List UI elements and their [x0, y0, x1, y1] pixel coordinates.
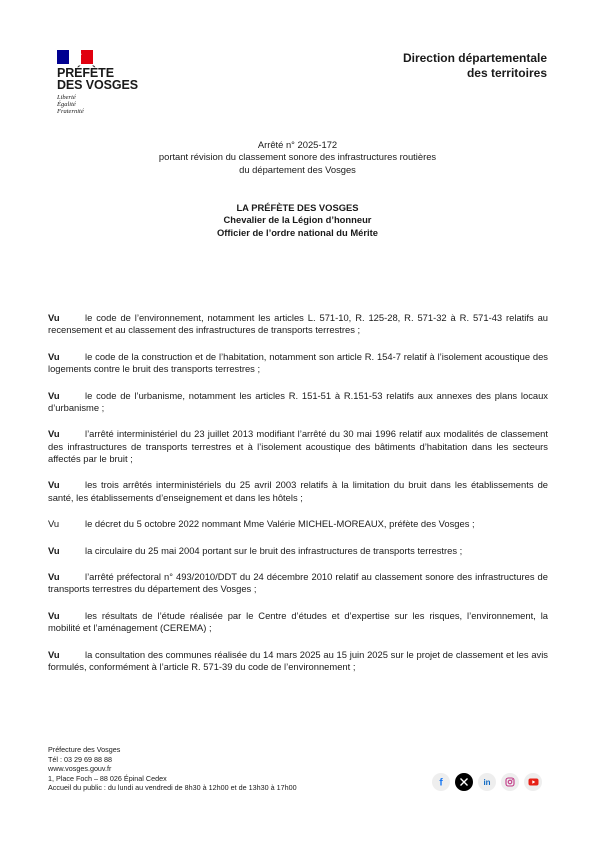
consideration-item: [48, 390, 548, 415]
consideration-keyword: Vu: [48, 544, 60, 556]
consideration-keyword: Vu: [48, 518, 60, 530]
svg-text:in: in: [483, 778, 491, 787]
decree-title: [0, 139, 595, 176]
footer-website-link[interactable]: www.vosges.gouv.fr: [48, 764, 112, 774]
logo-title: [57, 67, 157, 91]
motto-line2: Égalité: [57, 101, 76, 108]
consideration-text: le décret du 5 octobre 2022 nommant Mme Valérie MICHEL-MOREAUX, préfète des Vosges ;: [85, 518, 475, 530]
footer-contact: [48, 745, 297, 793]
decree-number: Arrêté n° 2025-172: [257, 139, 338, 150]
decree-subject-line1: portant révision du classement sonore des infrastructures routières: [158, 151, 437, 163]
consideration-text: le code de la construction et de l’habitation, notamment son article R. 154-7 relatif à l’isolement acoustique des logements contre le bruit des transports terrestres ;: [48, 350, 548, 375]
consideration-text: les trois arrêtés interministériels du 25 avril 2003 relatifs à la limitation du bruit dans les établissements de santé, les établissements d’enseignement et dans les hôtels ;: [48, 479, 548, 503]
consideration-text: la consultation des communes réalisée du 14 mars 2025 au 15 juin 2025 sur le projet de classement et les avis formulés, conformément à l’article R. 571-39 du code de l’environnement ;: [48, 648, 548, 673]
marianne-flag-icon: [57, 50, 93, 64]
consideration-item: [48, 571, 548, 596]
social-links: [432, 773, 542, 791]
motto-line1: Liberté: [57, 94, 76, 101]
consideration-text: les résultats de l’étude réalisée par le Centre d’études et d’expertise sur les risques, l’environnement, la mobilité et l’aménagement (CEREMA) ;: [48, 609, 548, 634]
prefecture-logo: [57, 50, 157, 115]
svg-text:f: f: [439, 777, 443, 787]
consideration-item: [48, 649, 548, 674]
decree-subject-line2: du département des Vosges: [239, 163, 356, 175]
consideration-keyword: Vu: [48, 609, 60, 621]
footer-opening-hours: Accueil du public : du lundi au vendredi de 8h30 à 12h00 et de 13h30 à 17h00: [48, 783, 297, 793]
consideration-keyword: Vu: [48, 479, 60, 491]
consideration-text: le code de l’urbanisme, notamment les articles R. 151-51 à R.151-53 relatifs aux annexes des plans locaux d’urbanisme ;: [48, 389, 548, 413]
authority-line3: Officier de l’ordre national du Mérite: [217, 226, 378, 238]
consideration-item: [48, 545, 548, 557]
logo-title-line2: DES VOSGES: [57, 78, 138, 92]
authority-block: [0, 202, 595, 239]
consideration-keyword: Vu: [48, 350, 60, 362]
x-icon[interactable]: [455, 773, 473, 791]
marianne-profile-icon: [66, 51, 84, 64]
authority-line2: Chevalier de la Légion d’honneur: [223, 214, 372, 226]
consideration-item: [48, 428, 548, 465]
considerations-list: [48, 312, 548, 688]
consideration-item: [48, 479, 548, 504]
republic-motto: [57, 94, 157, 115]
logo-title-line1: PRÉFÈTE: [57, 66, 114, 80]
facebook-icon[interactable]: [432, 773, 450, 791]
authority-line1: LA PRÉFÈTE DES VOSGES: [236, 202, 359, 213]
consideration-text: l’arrêté préfectoral n° 493/2010/DDT du 24 décembre 2010 relatif au classement sonore des infrastructures de transports terrestres du département des Vosges ;: [48, 571, 548, 595]
consideration-item: [48, 351, 548, 376]
consideration-item: [48, 518, 548, 530]
issuing-directorate: [403, 51, 547, 81]
linkedin-icon[interactable]: [478, 773, 496, 791]
direction-line1: Direction départementale: [402, 51, 547, 65]
instagram-icon[interactable]: [501, 773, 519, 791]
footer-phone: Tél : 03 29 69 88 88: [48, 754, 112, 764]
consideration-text: l’arrêté interministériel du 23 juillet 2013 modifiant l’arrêté du 30 mai 1996 relatif aux modalités de classement des infrastructures de transports terrestres et à l’isolement acoustique des bâtiments d’habitation dans les secteurs affectés par le bruit ;: [48, 428, 548, 464]
consideration-item: [48, 610, 548, 635]
footer-prefecture: Préfecture des Vosges: [48, 745, 121, 754]
consideration-text: la circulaire du 25 mai 2004 portant sur le bruit des infrastructures de transports terrestres ;: [85, 544, 463, 556]
direction-line2: des territoires: [466, 66, 547, 80]
consideration-keyword: Vu: [48, 428, 60, 440]
motto-line3: Fraternité: [57, 108, 84, 115]
consideration-keyword: Vu: [48, 571, 60, 583]
consideration-keyword: Vu: [48, 312, 60, 323]
footer-address: 1, Place Foch – 88 026 Épinal Cedex: [48, 773, 167, 783]
consideration-item: [48, 312, 548, 337]
youtube-icon[interactable]: [524, 773, 542, 791]
consideration-keyword: Vu: [48, 648, 60, 660]
consideration-keyword: Vu: [48, 389, 60, 401]
consideration-text: le code de l’environnement, notamment les articles L. 571-10, R. 125-28, R. 571-32 à R. 571-43 relatifs au recensement et au classement des infrastructures de transports terrestres ;: [48, 312, 548, 336]
